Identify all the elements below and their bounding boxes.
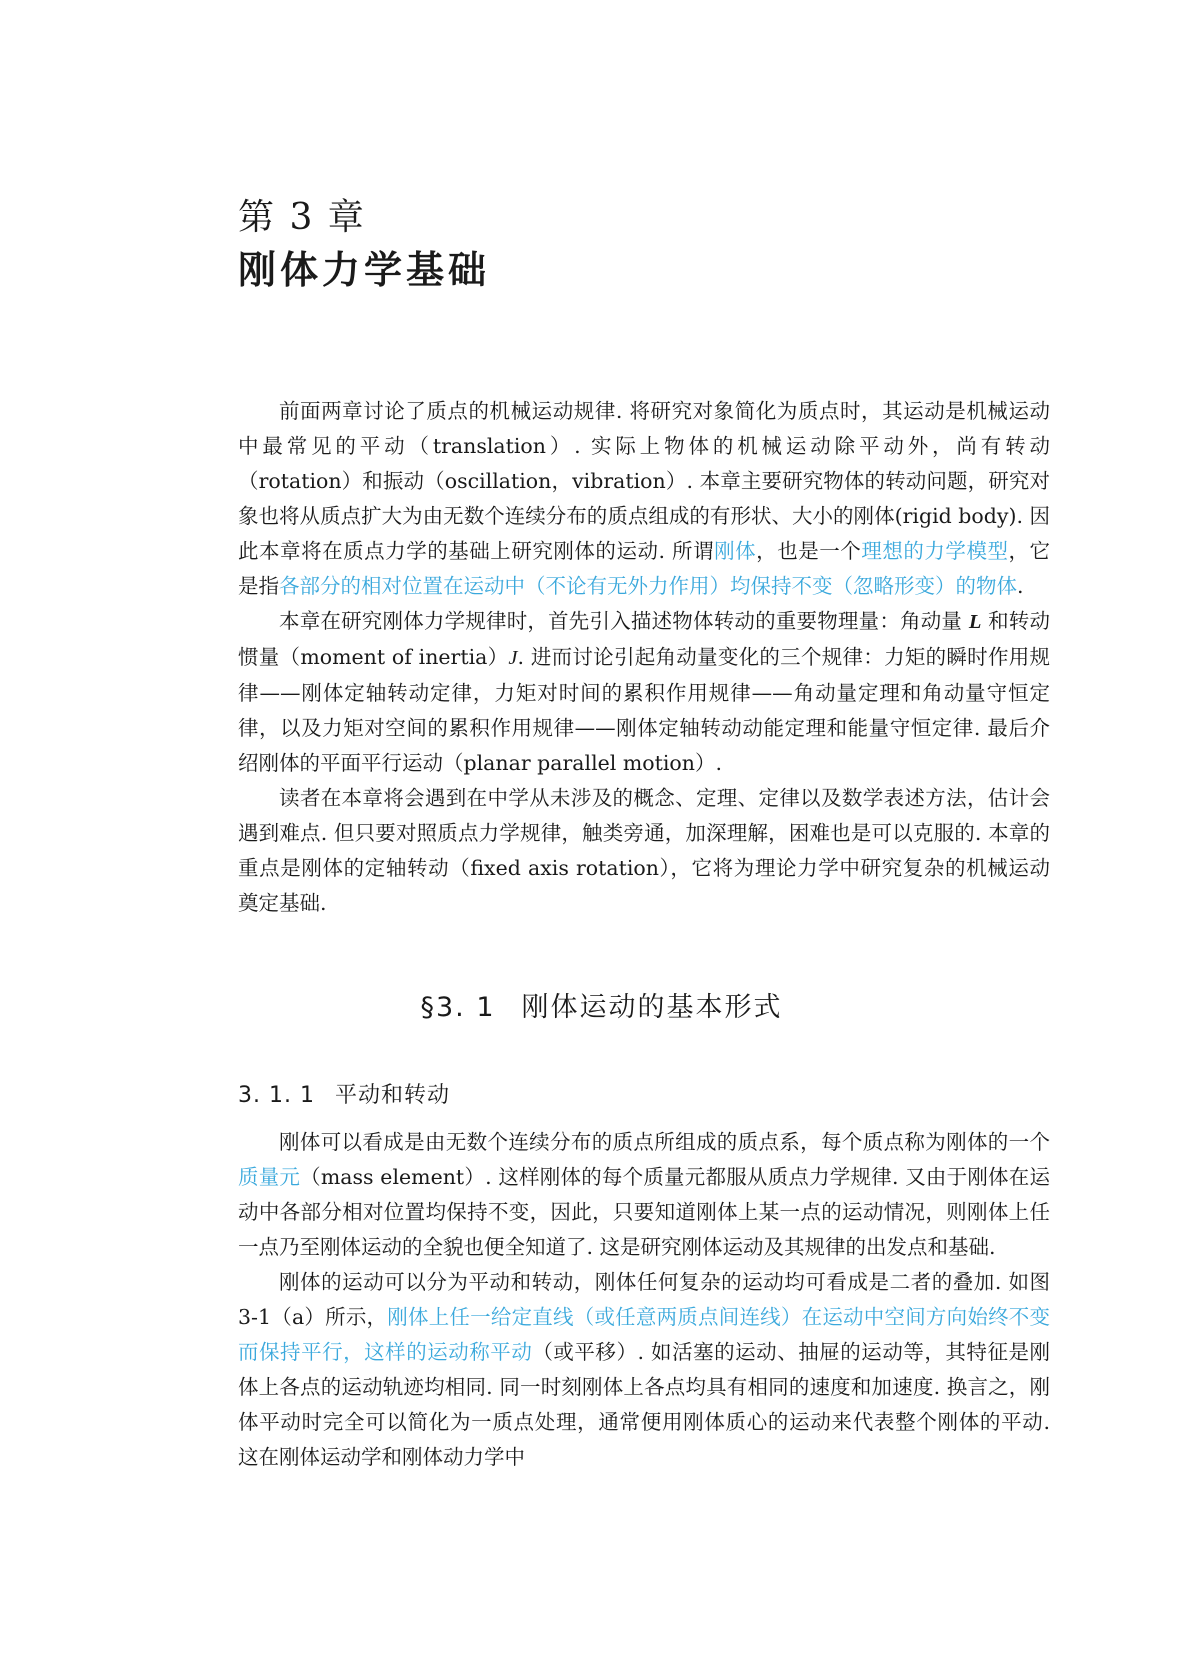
section-paragraph-2 (238, 1265, 1050, 1475)
rigid-body-definition: 各部分的相对位置在运动中（不论有无外力作用）均保持不变（忽略形变）的物体 (279, 574, 1017, 598)
intro-p2-text-b: 和转动惯量（moment of inertia） (238, 609, 1050, 669)
intro-p1-text-a: 前面两章讨论了质点的机械运动规律. 将研究对象简化为质点时，其运动是机械运动中最常见的平动（translation）. 实际上物体的机械运动除平动外，尚有转动（rotation）和振动（oscillation，vibration）. 本章主要研究物体的转动问题，研究对象也将从质点扩大为由无数个连续分布的质点组成的有形状、大小的刚体(rigid body). 因此本章将在质点力学的基础上研究刚体的运动. 所谓 (238, 399, 1050, 563)
intro-paragraph-1 (238, 394, 1050, 604)
symbol-moment-of-inertia: J (508, 647, 518, 669)
chapter-label: 第 3 章 (238, 197, 366, 238)
section-p2-text-b: （或平移）. 如活塞的运动、抽屉的运动等，其特征是刚体上各点的运动轨迹均相同. 同一时刻刚体上各点均具有相同的速度和加速度. 换言之，刚体平动时完全可以简化为一质点处理，通常便用刚体质心的运动来代表整个刚体的平动. 这在刚体运动学和刚体动力学中 (238, 1340, 1051, 1469)
section-p1-text-b: （mass element）. 这样刚体的每个质量元都服从质点力学规律. 又由于刚体在运动中各部分相对位置均保持不变，因此，只要知道刚体上某一点的运动情况，则刚体上任一点乃至刚体运动的全貌也便全知道了. 这是研究刚体运动及其规律的出发点和基础. (238, 1165, 1050, 1259)
term-rigid-body: 刚体 (714, 539, 757, 563)
intro-paragraph-3: 读者在本章将会遇到在中学从未涉及的概念、定理、定律以及数学表述方法，估计会遇到难点. 但只要对照质点力学规律，触类旁通，加深理解，困难也是可以克服的. 本章的重点是刚体的定轴转动（fixed axis rotation），它将为理论力学中研究复杂的机械运动奠定基础. (238, 786, 1050, 915)
section-paragraph-1 (238, 1125, 1050, 1265)
subsection-heading (238, 1078, 450, 1109)
translation-definition: 刚体上任一给定直线（或任意两质点间连线）在运动中空间方向始终不变而保持平行，这样的运动称平动 (238, 1305, 1051, 1364)
section-body (238, 1125, 1050, 1475)
intro-p1-text-b: ，也是一个 (756, 539, 862, 563)
symbol-angular-momentum: L (968, 611, 982, 633)
section-p1-text-a: 刚体可以看成是由无数个连续分布的质点所组成的质点系，每个质点称为刚体的一个 (279, 1130, 1050, 1154)
term-ideal-model: 理想的力学模型 (861, 539, 1009, 563)
subsection-title: 平动和转动 (334, 1083, 450, 1108)
section-title: 刚体运动的基本形式 (521, 992, 783, 1023)
intro-paragraph-2 (238, 604, 1050, 781)
intro-p2-text-c: . 进而讨论引起角动量变化的三个规律：力矩的瞬时作用规律——刚体定轴转动定律，力矩对时间的累积作用规律——角动量定理和角动量守恒定律，以及力矩对空间的累积作用规律——刚体定轴转动动能定理和能量守恒定律. 最后介绍刚体的平面平行运动（planar parallel motion）. (238, 645, 1051, 775)
section-p2-text-a: 刚体的运动可以分为平动和转动，刚体任何复杂的运动均可看成是二者的叠加. 如图 3-1（a）所示， (238, 1270, 1050, 1329)
intro-p1-text-c: ，它是指 (238, 539, 1051, 598)
section-heading (0, 985, 1203, 1024)
intro-p2-text-a: 本章在研究刚体力学规律时，首先引入描述物体转动的重要物理量：角动量 (279, 609, 969, 633)
intro-p1-text-d: . (1017, 574, 1024, 598)
section-number: §3. 1 (420, 992, 496, 1023)
chapter-title: 刚体力学基础 (238, 248, 491, 292)
chapter-intro (238, 394, 1050, 921)
term-mass-element: 质量元 (238, 1165, 301, 1189)
subsection-number: 3. 1. 1 (238, 1083, 315, 1108)
